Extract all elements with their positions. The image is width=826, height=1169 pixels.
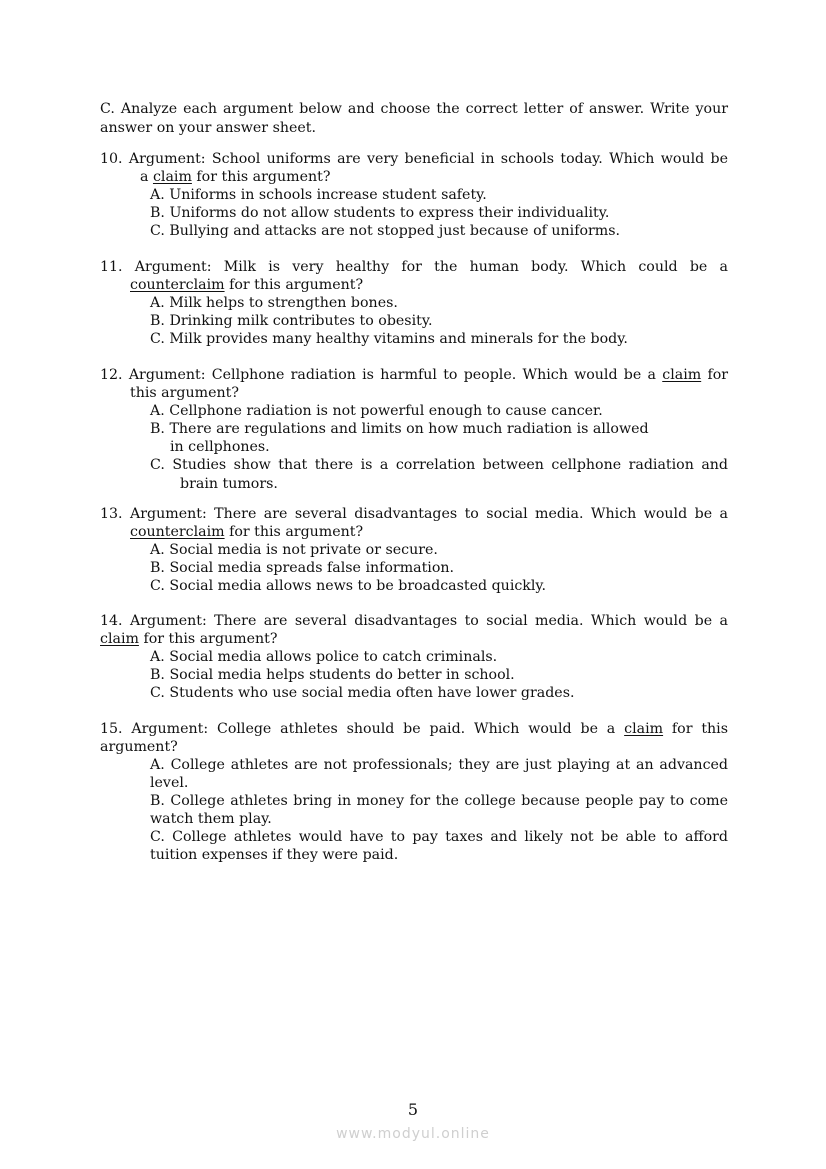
question-11: [100, 258, 728, 348]
question-13-option-c: C. Social media allows news to be broadcasted quickly.: [150, 578, 547, 594]
question-10-option-a: A. Uniforms in schools increase student safety.: [150, 187, 487, 203]
question-12-option-c: C. Studies show that there is a correlation between cellphone radiation and: [150, 457, 728, 473]
question-15: [100, 720, 728, 864]
section-instructions: C. Analyze each argument below and choose the correct letter of answer. Write your answer on your answer sheet.: [100, 101, 728, 136]
question-11-prompt: [100, 276, 728, 294]
question-15-option-b: B. College athletes bring in money for the college because people pay to come watch them play.: [150, 793, 728, 827]
question-13: [100, 505, 728, 595]
question-14-prompt: [100, 630, 728, 648]
question-13-prompt: [100, 523, 728, 541]
question-14-keyword: claim: [100, 631, 139, 647]
question-11-option-b: B. Drinking milk contributes to obesity.: [150, 313, 433, 329]
question-15-keyword: claim: [624, 721, 664, 737]
question-10-option-c: C. Bullying and attacks are not stopped just because of uniforms.: [150, 223, 621, 239]
question-15-prompt: argument?: [100, 739, 178, 755]
question-12-option-c-cont: brain tumors.: [180, 476, 278, 492]
question-10-option-b: B. Uniforms do not allow students to express their individuality.: [150, 205, 610, 221]
question-10: [100, 150, 728, 240]
question-11-option-c: C. Milk provides many healthy vitamins and minerals for the body.: [150, 331, 628, 347]
question-10-pre: a: [140, 169, 153, 185]
question-15-stem: [100, 720, 728, 738]
question-13-option-a: A. Social media is not private or secure.: [150, 542, 438, 558]
question-13-stem: 13. Argument: There are several disadvantages to social media. Which would be a: [100, 506, 728, 522]
question-11-option-a: A. Milk helps to strengthen bones.: [150, 295, 398, 311]
question-14-option-a: A. Social media allows police to catch criminals.: [150, 649, 498, 665]
question-14-option-b: B. Social media helps students do better in school.: [150, 667, 515, 683]
watermark: www.modyul.online: [336, 1126, 490, 1142]
question-12-stem: [100, 366, 728, 384]
question-15-line1-end: for this: [663, 721, 729, 737]
question-15-option-c: C. College athletes would have to pay taxes and likely not be able to afford tuition expenses if they were paid.: [150, 829, 728, 863]
question-10-post: for this argument?: [191, 169, 331, 185]
page-number: 5: [407, 1100, 419, 1119]
question-12-prompt: this argument?: [130, 385, 239, 401]
question-13-keyword: counterclaim: [130, 524, 225, 540]
question-12-line1-end: for: [701, 367, 729, 383]
question-15-line1: 15. Argument: College athletes should be paid. Which would be a: [100, 721, 616, 737]
question-14: [100, 612, 728, 702]
question-10-prompt: [100, 168, 728, 186]
question-10-keyword: claim: [152, 169, 192, 185]
question-14-post: for this argument?: [138, 631, 278, 647]
question-12-keyword: claim: [662, 367, 702, 383]
question-13-option-b: B. Social media spreads false information.: [150, 560, 455, 576]
question-12-line1: 12. Argument: Cellphone radiation is harmful to people. Which would be a: [100, 367, 656, 383]
question-11-keyword: counterclaim: [130, 277, 225, 293]
question-11-stem: 11. Argument: Milk is very healthy for the human body. Which could be a: [100, 259, 728, 275]
question-15-option-a: A. College athletes are not professionals; they are just playing at an advanced level.: [150, 757, 728, 791]
question-12-option-b-cont: in cellphones.: [170, 439, 270, 455]
question-14-stem: 14. Argument: There are several disadvantages to social media. Which would be a: [100, 613, 728, 629]
question-12: [100, 366, 728, 493]
question-13-post: for this argument?: [224, 524, 364, 540]
question-14-option-c: C. Students who use social media often have lower grades.: [150, 685, 575, 701]
question-12-option-b: B. There are regulations and limits on how much radiation is allowed: [150, 421, 649, 437]
question-10-stem: 10. Argument: School uniforms are very beneficial in schools today. Which would be: [100, 151, 728, 167]
question-11-post: for this argument?: [224, 277, 364, 293]
question-12-option-a: A. Cellphone radiation is not powerful enough to cause cancer.: [150, 403, 603, 419]
